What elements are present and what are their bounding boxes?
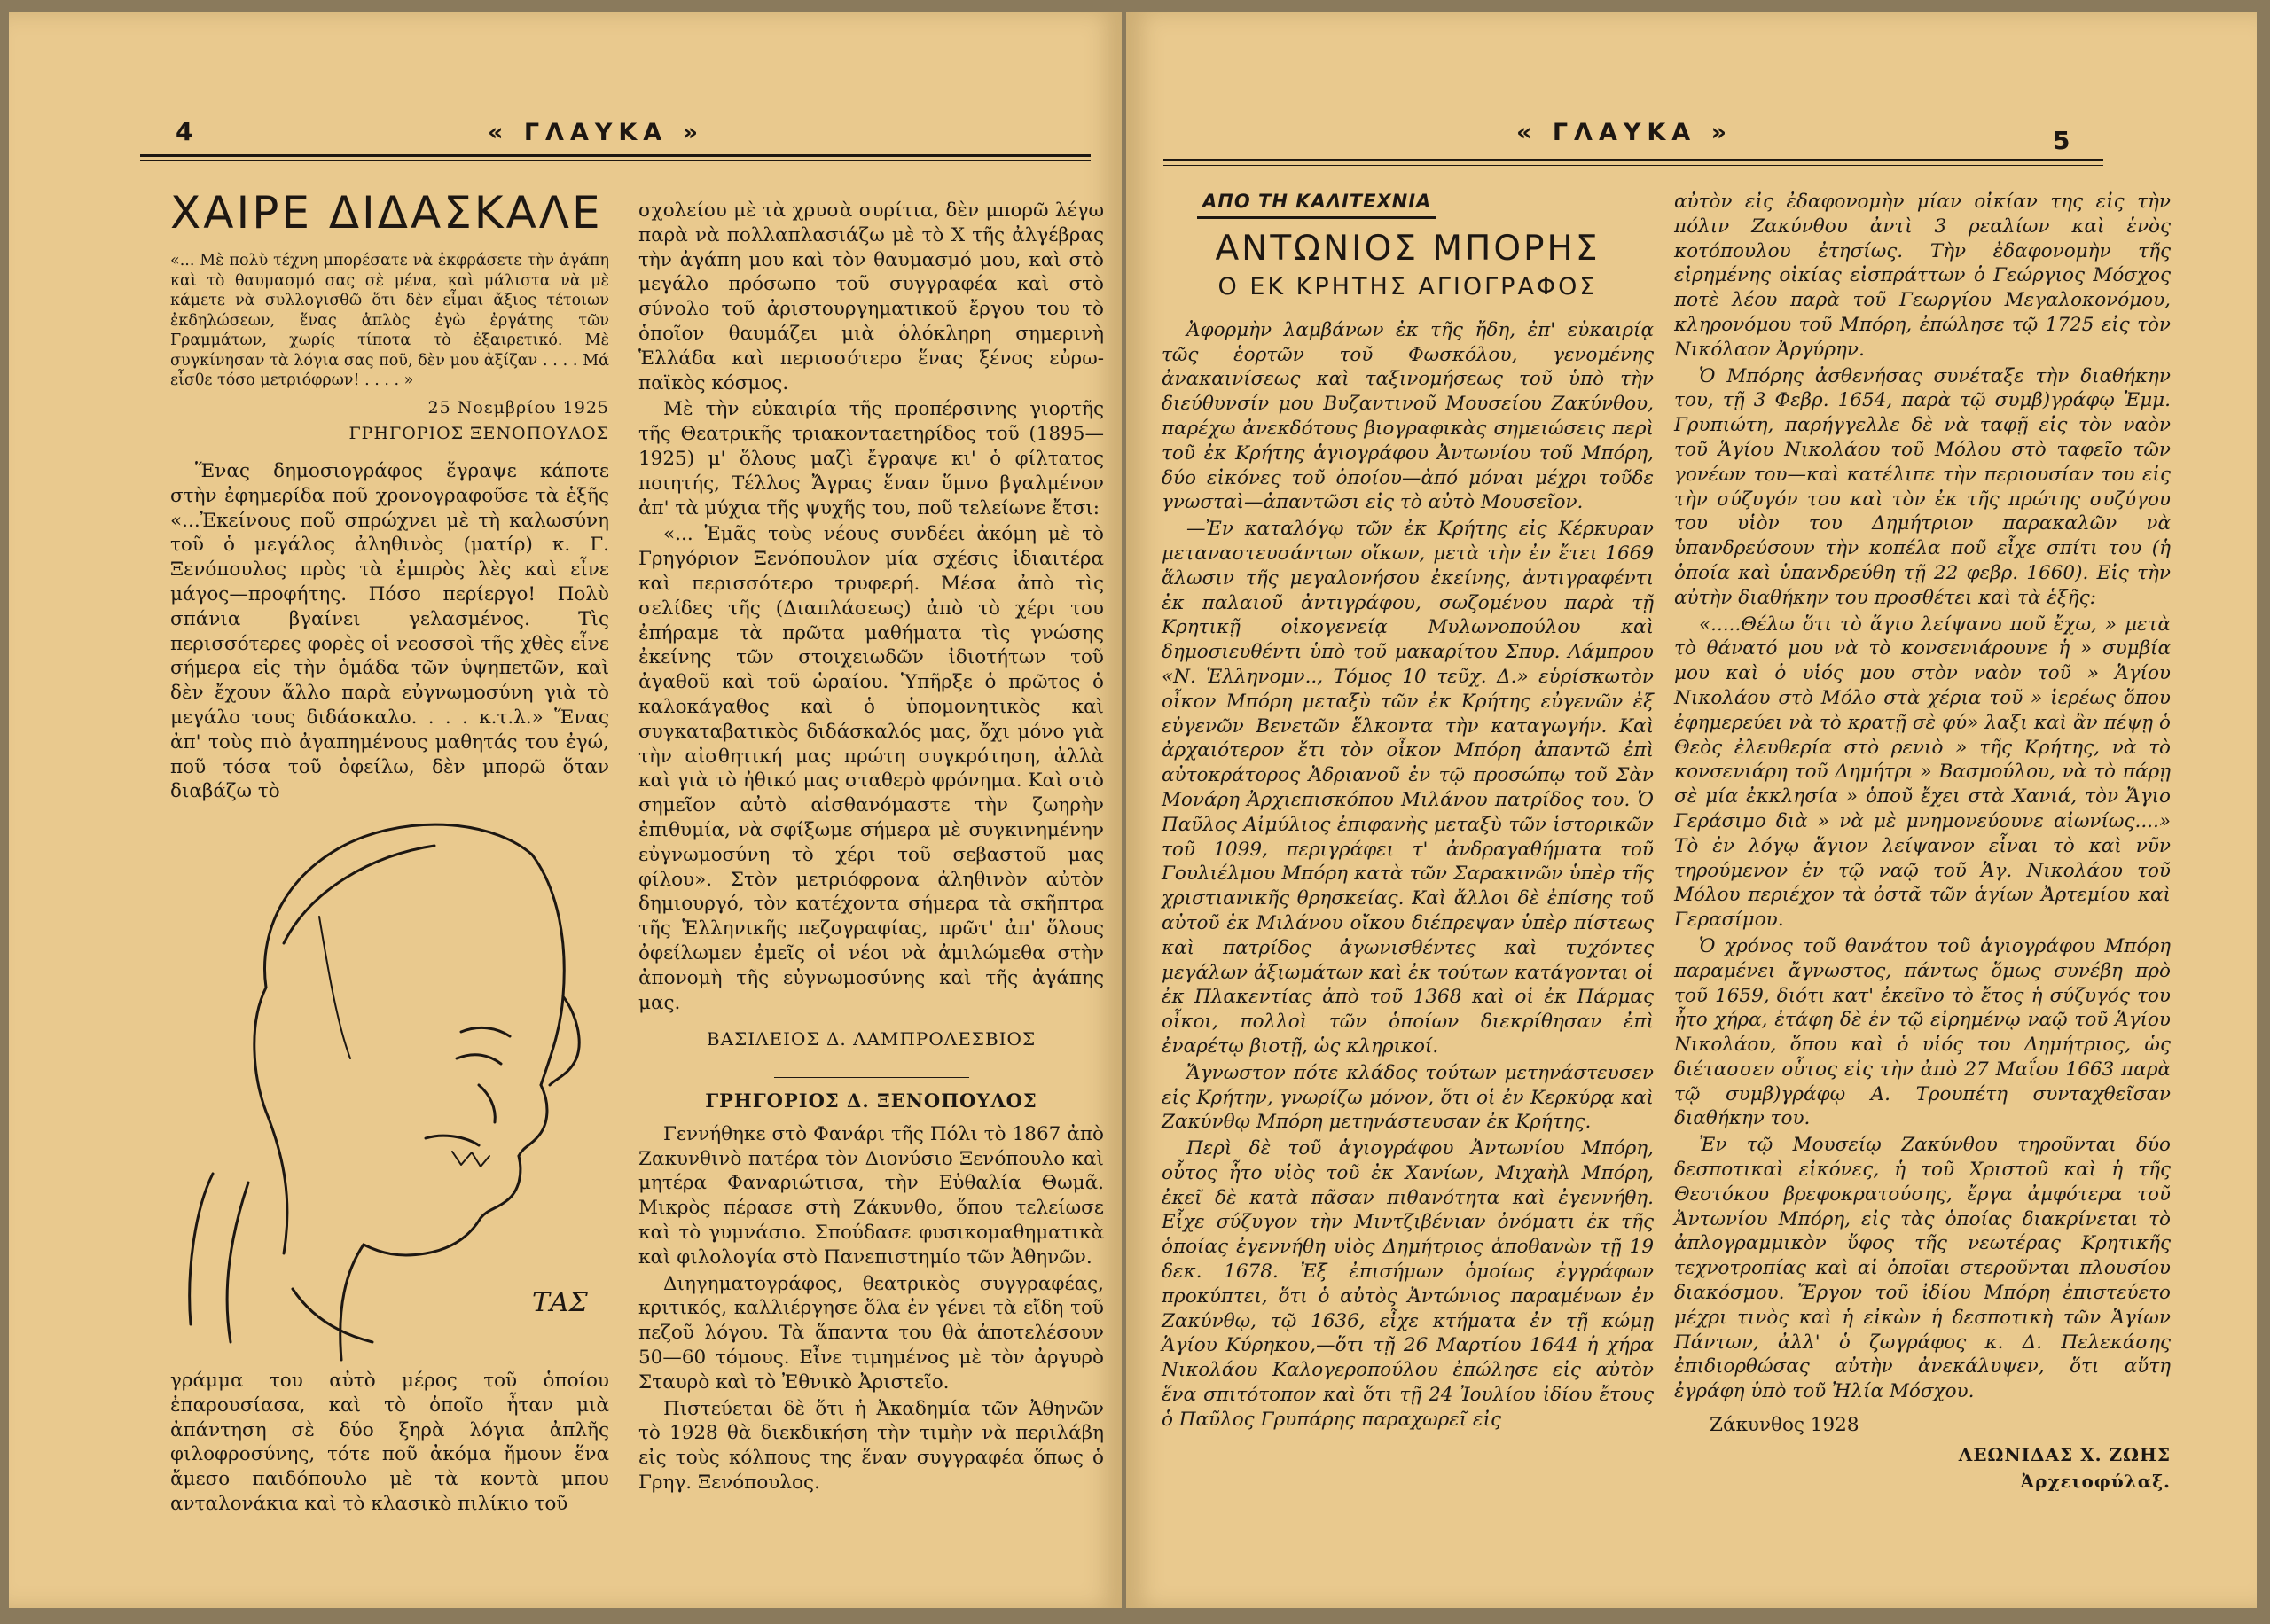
header-rule-thin bbox=[140, 160, 1091, 161]
running-head: « ΓΛΑΥΚΑ » bbox=[488, 119, 705, 146]
left-column-1 bbox=[170, 185, 609, 806]
article-paragraph: —Ἐν καταλόγῳ τῶν ἐκ Κρήτης εἰς Κέρκυραν μεταναστευσάντων οἴκων, μετὰ τὴν ἐν ἔτει 1669 ἅλωσιν τῆς μεγαλονήσου ἐκείνης, ἀντιγραφέντι ἐκ παλαιοῦ ἀντιγράφου, σωζομένου παρὰ τῇ Κρητικῇ οἰκογενείᾳ Μυλωνοπούλου καὶ δημοσιευθέντι ὑπὸ τοῦ μακαρίτου Σπυρ. Λάμπρου «Ν. Ἑλληνομν.., Τόμος 10 τεῦχ. Δ.» εὑρίσκωτὸν οἶκον Μπόρη μεταξὺ τῶν ἐκ Κρήτης εὐγενῶν ἐξ εὐγενῶν Βενετῶν ἕλκοντα τὴν καταγωγήν. Καὶ ἀρχαιότερον ἔτι τὸν οἶκον Μπόρη ἀπαντῶ ἐπὶ αὐτοκράτορος Ἀδριανοῦ ἐν τῷ προσώπῳ τοῦ Σὰν Μονάρη Ἀρχιεπισκόπου Μιλάνου πατρίδος του. Ὁ Παῦλος Αἰμύλιος ἐπιφανὴς μεταξὺ τῶν ἱστορικῶν τοῦ 1099, περιγράφει τ' ἀνδραγαθήματα τοῦ Γουλιέλμου Μπόρη κατὰ τῶν Σαρακινῶν ὑπὲρ τῆς χριστιανικῆς θρησκείας. Καὶ ἄλλοι δὲ ἐπίσης τοῦ αὐτοῦ ἐκ Μιλάνου οἴκου διέπρεψαν ὑπὲρ πίστεως καὶ πατρίδος ἀγωνισθέντες καὶ τυχόντες μεγάλων ἀξιωμάτων καὶ ἐκ τούτων κατάγονται οἱ ἐκ Πλακεντίας ἀπὸ τοῦ 1368 καὶ οἱ ἐκ Πάρμας οἶκοι, πολλοὶ τῶν ὁποίων διεκρίθησαν ἐπὶ ἐναρέτῳ βιοτῇ, ὡς κληρικοί. bbox=[1162, 518, 1654, 1058]
epigraph-author: ΓΡΗΓΟΡΙΟΣ ΞΕΝΟΠΟΥΛΟΣ bbox=[348, 424, 609, 444]
article-paragraph: Ἐν τῷ Μουσείῳ Ζακύνθου τηροῦνται δύο δεσποτικαὶ εἰκόνες, ἡ τοῦ Χριστοῦ καὶ ἡ τῆς Θεοτόκου βρεφοκρατούσης, ἔργα ἀμφότερα τοῦ Ἀντωνίου Μπόρη, εἰς τὰς ὁποίας διακρίνεται τὸ ἀπλογραμμικὸν ὕφος τῆς νεωτέρας Κρητικῆς τεχνοτροπίας καὶ αἱ ὁποῖαι στεροῦνται πλουσίου διακόσμου. Ἔργον τοῦ ἰδίου Μπόρη ἐπιστεύετο μέχρι τινὸς καὶ ἡ εἰκὼν ἡ δεσποτικὴ τῶν Ἁγίων Πάντων, ἀλλ' ὁ ζωγράφος κ. Δ. Πελεκάσης ἐπιδιορθώσας αὐτὴν ἀνεκάλυψεν, ὅτι αὕτη ἐγράφη ὑπὸ τοῦ Ἠλία Μόσχου. bbox=[1674, 1134, 2171, 1403]
article-paragraph: αὐτὸν εἰς ἐδαφονομὴν μίαν οἰκίαν της εἰς τὴν πόλιν Ζακύνθου ἀντὶ 3 ρεαλίων καὶ ἑνὸς κοτόπουλου ἐτησίως. Τὴν ἐδαφονομὴν τῆς εἰρημένης οἰκίας εἰσπράττων ὁ Γεώργιος Μόσχος ποτὲ λέου παρὰ τοῦ Γεωργίου Μεγαλοκονόμου, κληρονόμου τοῦ Μπόρη, ἐπώλησε τῷ 1725 εἰς τὸν Νικόλαον Ἀργύρην. bbox=[1674, 191, 2171, 361]
dateline: Ζάκυνθος 1928 bbox=[1710, 1414, 1859, 1437]
sketch-signature: ΤΑΣ bbox=[532, 1287, 588, 1318]
header-rule bbox=[140, 154, 1091, 157]
running-head: « ΓΛΑΥΚΑ » bbox=[1516, 119, 1734, 146]
bio-heading: ΓΡΗΓΟΡΙΟΣ Δ. ΞΕΝΟΠΟΥΛΟΣ bbox=[705, 1089, 1037, 1113]
article-paragraph-end: γράμμα του αὐτὸ μέρος τοῦ ὁποίου ἐπαρουσίασα, καὶ τὸ ὁποῖο ἦταν μιὰ ἀπάντηση σὲ δύο ξηρὰ λόγια ἀπλῆς φιλοφροσύνης, τότε ποῦ ἀκόμα ἤμουν ἕνα ἄμεσο παιδόπουλο μὲ τὰ κοντὰ μπου ανταλονάκια καὶ τὸ κλασικὸ πιλίκιο τοῦ bbox=[170, 1370, 609, 1515]
left-column-2 bbox=[638, 199, 1104, 1497]
author-title: Ἀρχειοφύλαξ. bbox=[2020, 1470, 2171, 1492]
header-rule-thin bbox=[1163, 165, 2103, 166]
article-paragraph: Μὲ τὴν εὐκαιρία τῆς προπέρσινης γιορτῆς τῆς Θεατρικῆς τριακονταετηρίδος τοῦ (1895—1925) μ' ὅλους μαζὶ ἔγραψε κι' ὁ φίλτατος ποιητής, Τέλλος Ἄγρας ἕναν ὕμνο βγαλμένον ἀπ' τὰ μύχια τῆς ψυχῆς του, ποῦ τελείωνε ἔτσι: bbox=[638, 398, 1104, 519]
article-paragraph: Ἕνας δημοσιογράφος ἔγραψε κάποτε στὴν ἐφημερίδα ποῦ χρονογραφοῦσε τὰ ἑξῆς «...Ἐκείνους ποῦ σπρώχνει μὲ τὴ καλωσύνη τοῦ ὁ μεγάλος ἀληθινὸς (ματίρ) κ. Γ. Ξενόπουλος πρὸς τὰ ἐμπρὸς λὲς καὶ εἶνε μάγος—προφήτης. Πόσο περίεργο! Πολὺ σπάνια βγαίνει γελασμένος. Τὶς περισσότερες φορὲς οἱ νεοσσοὶ τῆς χθὲς εἶνε σήμερα εἰς τὴν ὁμάδα τῶν ὑψηπετῶν, καὶ δὲν ἔχουν ἄλλο παρὰ εὐγνωμοσύνη γιὰ τὸ μεγάλο τους διδάσκαλο. . . . κ.τ.λ.» Ἕνας ἀπ' τοὺς πιὸ ἀγαπημένους μαθητάς του ἐγώ, ποῦ τόσα τοῦ ὀφείλω, δὲν μπορῶ ὅταν διαβάζω τὸ bbox=[170, 460, 609, 803]
article-paragraph: Ἀφορμὴν λαμβάνων ἐκ τῆς ἤδη, ἐπ' εὐκαιρίᾳ τῶς ἑορτῶν τοῦ Φωσκόλου, γενομένης ἀνακαινίσεως καὶ ταξινομήσεως τοῦ ὑπὸ τὴν διεύθυνσίν μου Βυζαντινοῦ Μουσείου Ζακύνθου, παρέχω ἀνεκδότους βιογραφικὰς σημειώσεις περὶ τοῦ ἐκ Κρήτης ἁγιογράφου Ἀντωνίου τοῦ Μπόρη, δύο εἰκόνες τοῦ ὁποίου—ἀπό μόναι μέχρι τοῦδε γνωσταὶ—ἀπαντῶσι εἰς τὸ αὐτὸ Μουσεῖον. bbox=[1162, 318, 1654, 514]
bio-paragraph: Πιστεύεται δὲ ὅτι ἡ Ἀκαδημία τῶν Ἀθηνῶν τὸ 1928 θὰ διεκδικήση τὴν τιμὴν νὰ περιλάβη εἰς τοὺς κόλπους της ἕναν συγγραφέα ὅπως ὁ Γρηγ. Ξενόπουλος. bbox=[638, 1397, 1104, 1495]
article-subtitle: Ο ΕΚ ΚΡΗΤΗΣ ΑΓΙΟΓΡΑΦΟΣ bbox=[1217, 272, 1598, 301]
article-paragraph: σχολείου μὲ τὰ χρυσὰ συρίτια, δὲν μπορῶ λέγω παρὰ νὰ πολλαπλασιάζω μὲ τὸ Χ τῆς ἀλγέβρας τὴν ἀγάπη μου καὶ τὸν θαυμασμό μου, καὶ στὸ μεγάλο πρόσωπο τοῦ συγγραφέα καὶ στὸ σύνολο τοῦ ἀριστουργηματικοῦ ἔργου του τὸ ὁποῖον θαυμάζει μιὰ ὁλόκληρη σημερινὴ Ἑλλάδα καὶ περισσότερο ἕνας ξένος εὐρω-παϊκὸς κόσμος. bbox=[638, 199, 1104, 394]
left-page bbox=[9, 12, 1122, 1608]
divider bbox=[774, 1077, 969, 1078]
article-paragraph: Ὁ χρόνος τοῦ θανάτου τοῦ ἁγιογράφου Μπόρη παραμένει ἄγνωστος, πάντως ὅμως συνέβη πρὸ τοῦ 1659, διότι κατ' ἐκεῖνο τὸ ἔτος ἡ σύζυγός του ἦτο χήρα, ἐτάφη δὲ ἐν τῷ εἰρημένῳ ναῷ τοῦ Ἁγίου Νικολάου, ὅπου καὶ ὁ υἱός του Δημήτριος, ὡς διέτασσεν οὗτος εἰς τὴν ἀπὸ 27 Μαΐου 1663 παρὰ τῷ συμβ)γράφῳ Α. Τρουπέτη συνταχθεῖσαν διαθήκην του. bbox=[1674, 934, 2171, 1130]
author-name: ΛΕΩΝΙΔΑΣ Χ. ΖΩΗΣ bbox=[1958, 1443, 2171, 1465]
section-label: ΑΠΟ ΤΗ ΚΑΛΙΤΕΧΝΙΑ bbox=[1197, 190, 1436, 219]
bio-paragraph: Διηγηματογράφος, θεατρικὸς συγγραφέας, κριτικός, καλλιέργησε ὅλα ἐν γένει τὰ εἴδη τοῦ πεζοῦ λόγου. Τὰ ἅπαντα του θὰ ἀποτελέσουν 50—60 τόμους. Εἶνε τιμημένος μὲ τὸν ἀργυρὸ Σταυρὸ καὶ τὸ Ἐθνικὸ Ἀριστεῖο. bbox=[638, 1272, 1104, 1394]
epigraph: «... Μὲ πολὺ τέχνη μπορέσατε νὰ ἐκφράσετε τὴν ἀγάπη καὶ τὸ θαυμασμό σας σὲ μένα, καὶ μάλιστα νὰ μὲ κάμετε νὰ συλλογισθῶ ὅτι δὲν εἶμαι ἄξιος τέτοιων ἐκδηλώσεων, ἕνας ἁπλὸς ἐγὼ ἐργάτης τῶν Γραμμάτων, χωρίς τίποτα τὸ ἐξαιρετικό. Μὲ συγκίνησαν τὰ λόγια σας ποῦ, δὲν μου ἀξίζαν . . . . Μά εἶσθε τόσο μετριόφρων! . . . . » bbox=[170, 252, 609, 389]
article-title: ΑΝΤΩΝΙΟΣ ΜΠΟΡΗΣ bbox=[1215, 228, 1601, 269]
right-column-2 bbox=[1674, 190, 2171, 1495]
bio-paragraph: Γεννήθηκε στὸ Φανάρι τῆς Πόλι τὸ 1867 ἀπὸ Ζακυνθινὸ πατέρα τὸν Διονύσιο Ξενόπουλο καὶ μητέρα Φαναριώτισα, τὴν Εὐθαλία Θωμᾶ. Μικρὸς πέρασε στὴ Ζάκυνθο, ὅπου τελείωσε καὶ τὸ γυμνάσιο. Σπούδασε φυσικομαθηματικὰ καὶ φιλολογία στὸ Πανεπιστημίο τῶν Ἀθηνῶν. bbox=[638, 1122, 1104, 1269]
article-signature: ΒΑΣΙΛΕΙΟΣ Δ. ΛΑΜΠΡΟΛΕΣΒΙΟΣ bbox=[706, 1028, 1037, 1050]
portrait-sketch bbox=[160, 792, 603, 1378]
article-paragraph: Ὁ Μπόρης ἀσθενήσας συνέταξε τὴν διαθήκην του, τῇ 3 Φεβρ. 1654, παρὰ τῷ συμβ)γράφῳ Ἐμμ. Γρυπιώτη, παρήγγελλε δὲ νὰ ταφῇ εἰς τὸν ναὸν τοῦ Ἁγίου Νικολάου τοῦ Μόλου στὸ ταφεῖο τῶν γονέων του—καὶ κατέλιπε τὴν περιουσίαν του εἰς τὴν σύζυγόν του καὶ τὸν ἐκ τῆς πρώτης συζύγου του υἱὸν του Δημήτριον παρακαλῶν νὰ ὑπανδρεύσουν τὴν κοπέλα ποῦ εἶχε σπίτι του (ἡ ὁποία καὶ ὑπανδρεύθη τῇ 22 φεβρ. 1660). Εἰς τὴν αὐτὴν διαθήκην του προσθέτει καὶ τὰ ἑξῆς: bbox=[1674, 364, 2171, 609]
quote-paragraph: «... Ἐμᾶς τοὺς νέους συνδέει ἀκόμη μὲ τὸ Γρηγόριον Ξενόπουλον μία σχέσις ἰδιαιτέρα καὶ περισσότερο τρυφερή. Μέσα ἀπὸ τὶς σελίδες τῆς (Διαπλάσεως) ἀπὸ τὸ χέρι του ἐπήραμε τὰ πρῶτα μαθήματα τὶς γνώσης ἐκείνης τῶν στοιχειωδῶν ἰδιοτήτων τοῦ ἀγαθοῦ καὶ τοῦ ὡραίου. Ὑπῆρξε ὁ πρῶτος ὁ καλοκάγαθος καὶ ὁ ὑπομονητικὸς καὶ συγκαταβατικὸς διδάσκαλός μας, ὄχι μόνο γιὰ τὴν αἰσθητική μας πρώτη συγκρότηση, ἀλλὰ καὶ γιὰ τὸ ἠθικό μας σταθερὸ φρόνημα. Καὶ στὸ σημεῖον αὐτὸ αἰσθανόμαστε τὴν ζωηρὴν ἐπιθυμία, νὰ σφίξωμε σήμερα μὲ συγκινημένην εὐγνωμοσύνη τὸ χέρι τοῦ σεβαστοῦ μας φίλου». Στὸν μετριόφρονα ἀληθινὸν αὐτὸν δημιουργό, τὸν κατέχοντα σήμερα τὰ σκῆπτρα τῆς Ἑλληνικῆς πεζογραφίας, πρῶτ' ἀπ' ὅλους ὀφείλωμεν ἐμεῖς οἱ νέοι νὰ ἀμιλώμεθα στὴν ἀπονομὴ τῆς εὐγνωμοσύνης καὶ τῆς ἀγάπης μας. bbox=[638, 523, 1104, 1014]
page-number: 5 bbox=[2053, 126, 2070, 155]
will-quote: «.....Θέλω ὅτι τὸ ἅγιο λείψανο ποῦ ἔχω, » μετὰ τὸ θάνατό μου νὰ τὸ κονσενιάρουνε ἡ » συμβία μου καὶ ὁ υἱός μου στὸν ναὸν τοῦ » Ἁγίου Νικολάου στὸ Μόλο στὰ χέρια τοῦ » ἱερέως ὅπου ἐφημερεύει νὰ τὸ κρατῇ σὲ φύ» λαξι καὶ ἂν πέψῃ ὁ Θεὸς ἐλευθερία στὸ ρενιὸ » τῆς Κρήτης, νὰ τὸ κονσενιάρη τοῦ Δημήτρι » Βασμούλου, νὰ τὸ πάρῃ σὲ μία ἐκκλησία » ὁποῦ ἔχει στὰ Χανιά, τὸν Ἄγιο Γεράσιμο διὰ » νὰ μὲ μνημονεύουνε αἰωνίως....» Τὸ ἐν λόγῳ ἅγιον λείψανον εἶναι τὸ καὶ νῦν τηρούμενον ἐν τῷ ναῷ τοῦ Ἁγ. Νικολάου τοῦ Μόλου περιέχον τὰ ὀστᾶ τῶν ἁγίων Ἀρτεμίου καὶ Γερασίμου. bbox=[1674, 613, 2171, 932]
right-page bbox=[1126, 12, 2257, 1608]
epigraph-date: 25 Νοεμβρίου 1925 bbox=[427, 397, 609, 418]
right-column-1 bbox=[1162, 190, 1654, 1434]
article-title: ΧΑΙΡΕ ΔΙΔΑΣΚΑΛΕ bbox=[170, 187, 603, 238]
article-paragraph: Περὶ δὲ τοῦ ἁγιογράφου Ἀντωνίου Μπόρη, οὗτος ἦτο υἱὸς τοῦ ἐκ Χανίων, Μιχαὴλ Μπόρη, ἐκεῖ δὲ κατὰ πᾶσαν πιθανότητα καὶ ἐγεννήθη. Εἶχε σύζυγον τὴν Μιντζιβένιαν ὀνόματι ἐκ τῆς ὁποίας ἐγεννήθη υἱὸς Δημήτριος ἀποθανὼν τῇ 19 δεκ. 1678. Ἐξ ἐπισήμων ὁμοίως ἐγγράφων προκύπτει, ὅτι ὁ αὐτὸς Ἀντώνιος παραμένων ἐν Ζακύνθῳ, τῷ 1636, εἶχε κτήματα ἐν τῇ κώμῃ Ἁγίου Κύρηκου,—ὅτι τῇ 26 Μαρτίου 1644 ἡ χήρα Νικολάου Καλογεροπούλου ἐπώλησε εἰς αὐτὸν ἕνα σπιτότοπον καὶ ὅτι τῇ 24 Ἰουλίου ἰδίου ἔτους ὁ Παῦλος Γρυπάρης παραχωρεῖ εἰς bbox=[1162, 1137, 1654, 1431]
header-rule bbox=[1163, 159, 2103, 161]
page-number: 4 bbox=[176, 117, 193, 146]
left-column-1-end bbox=[170, 1369, 609, 1519]
article-paragraph: Ἄγνωστον πότε κλάδος τούτων μετηνάστευσεν εἰς Κρήτην, γνωρίζω μόνον, ὅτι οἱ ἐν Κερκύρᾳ καὶ Ζακύνθῳ Μπόρη μετηνάστευσαν ἐκ Κρήτης. bbox=[1162, 1061, 1654, 1134]
